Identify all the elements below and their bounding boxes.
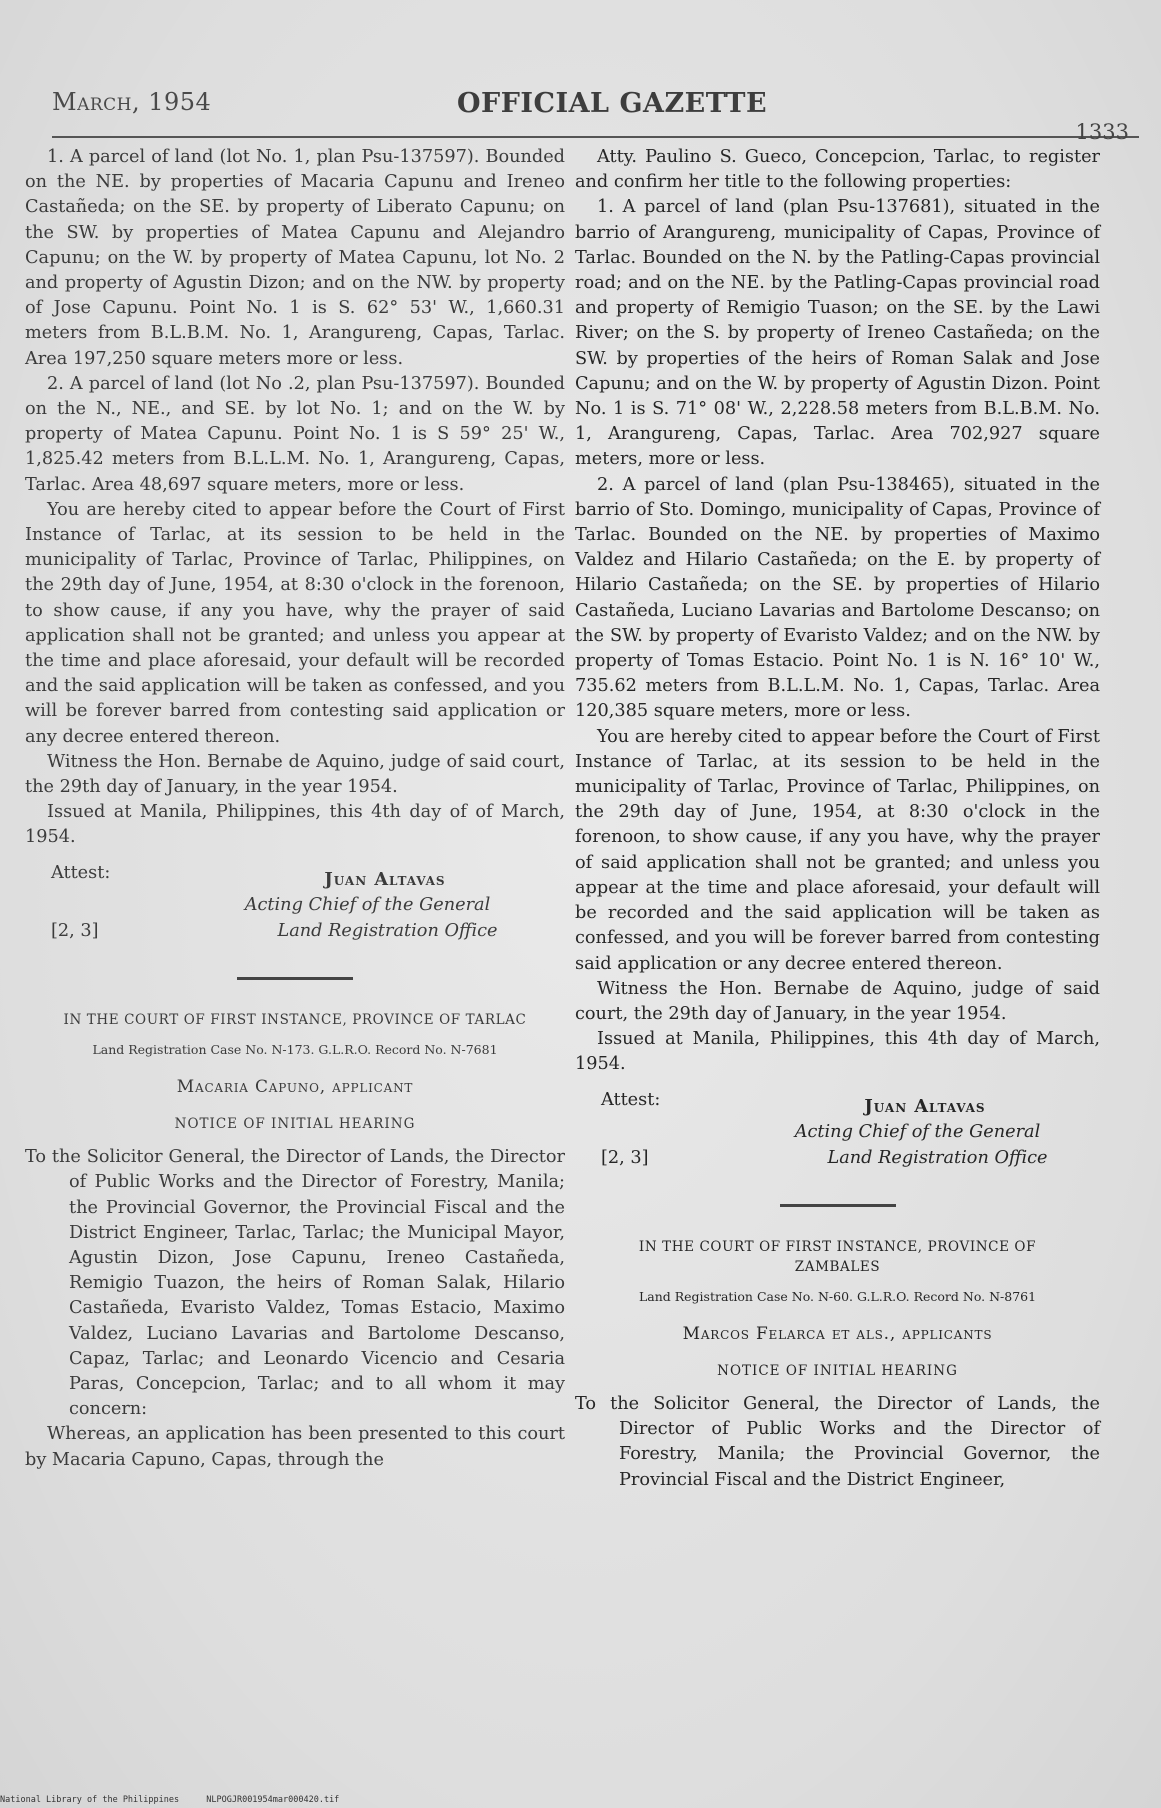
case-number: Land Registration Case No. N-60. G.L.R.O. Record No. N-8761 — [638, 1288, 1037, 1304]
issue-date: March, 1954 — [52, 88, 212, 116]
section-divider — [780, 1204, 896, 1207]
signatory-name: Juan Altavas — [324, 868, 446, 890]
parcel-1-description: 1. A parcel of land (lot No. 1, plan Psu-137597). Bounded on the NE. by properties of Macaria Capunu and Ireneo Castañeda; on the SE. by property of Liberato Capunu; on the SW. by properties of Matea Capunu and Alejandro Capunu; on the W. by property of Matea Capunu, lot No. 2 and property of Agustin Dizon; and on the NW. by property of Jose Capunu. Point No. 1 is S. 62° 53' W., 1,660.31 meters from B.L.B.M. No. 1, Arangureng, Capas, Tarlac. Area 197,250 square meters more or less. — [25, 147, 565, 369]
attorney-paragraph: Atty. Paulino S. Gueco, Concepcion, Tarlac, to register and confirm her title to the following properties: — [575, 147, 1100, 193]
scan-footer — [0, 1795, 361, 1805]
signatory-title-line-1: Acting Chief of the General — [794, 1121, 1041, 1142]
issue-reference: [2, 3] — [601, 1147, 649, 1168]
addressees-paragraph: To the Solicitor General, the Director of Lands, the Director of Public Works and the Director of Forestry, Manila; the Provincial Governor, the Provincial Fiscal and the District Engineer, — [575, 1393, 1100, 1490]
signatory-title-line-2: Land Registration Office — [277, 920, 498, 941]
signatory-title-line-1: Acting Chief of the General — [244, 894, 491, 915]
attest-label: Attest: — [51, 862, 111, 883]
addressees-paragraph: To the Solicitor General, the Director of Lands, the Director of Public Works and the Director of Forestry, Manila; the Provincial Governor, the Provincial Fiscal and the District Engineer, Tarlac, Tarlac; the Municipal Mayor, Agustin Dizon, Jose Capunu, Ireneo Castañeda, Remigio Tuazon, the heirs of Roman Salak, Hilario Castañeda, Evaristo Valdez, Tomas Estacio, Maximo Valdez, Luciano Lavarias and Bartolome Descanso, Capaz, Tarlac; and Leonardo Vicencio and Cesaria Paras, Concepcion, Tarlac; and to all whom it may concern: — [25, 1147, 565, 1420]
notice-heading: NOTICE OF INITIAL HEARING — [717, 1362, 958, 1379]
page-number: 1333 — [1075, 120, 1129, 144]
case-number: Land Registration Case No. N-173. G.L.R.O. Record No. N-7681 — [92, 1041, 498, 1057]
section-divider — [237, 977, 353, 980]
publication-title: OFFICIAL GAZETTE — [457, 88, 768, 119]
citation-paragraph: You are hereby cited to appear before the Court of First Instance of Tarlac, at its session to be held in the municipality of Tarlac, Province of Tarlac, Philippines, on the 29th day of June, 1954, at 8:30 o'clock in the forenoon, to show cause, if any you have, why the prayer of said application shall not be granted; and unless you appear at the time and place aforesaid, your default will be recorded and the said application will be taken as confessed, and you will be forever barred from contesting said application or any decree entered thereon. — [25, 499, 565, 747]
right-column — [575, 145, 1100, 1493]
witness-paragraph: Witness the Hon. Bernabe de Aquino, judge of said court, the 29th day of January, in the year 1954. — [25, 751, 565, 798]
parcel-2-description: 2. A parcel of land (plan Psu-138465), situated in the barrio of Sto. Domingo, municipality of Capas, Province of Tarlac. Bounded on the NE. by properties of Maximo Valdez and Hilario Castañeda; on the E. by property of Hilario Castañeda; on the SE. by properties of Hilario Castañeda, Luciano Lavarias and Bartolome Descanso; on the SW. by property of Evaristo Valdez; and on the NW. by property of Tomas Estacio. Point No. 1 is N. 16° 10' W., 735.62 meters from B.L.L.M. No. 1, Capas, Tarlac. Area 120,385 square meters, more or less. — [575, 474, 1100, 722]
issued-paragraph: Issued at Manila, Philippines, this 4th day of March, 1954. — [575, 1029, 1100, 1075]
court-heading: IN THE COURT OF FIRST INSTANCE, PROVINCE OF ZAMBALES — [638, 1238, 1037, 1275]
page-header — [52, 88, 1139, 144]
issue-reference: [2, 3] — [51, 920, 99, 941]
attest-block — [25, 859, 565, 969]
left-column — [25, 145, 565, 1473]
parcel-2-description: 2. A parcel of land (lot No .2, plan Psu-137597). Bounded on the N., NE., and SE. by lot No. 1; and on the W. by property of Matea Capunu. Point No. 1 is S 59° 25' W., 1,825.42 meters from B.L.L.M. No. 1, Arangureng, Capas, Tarlac. Area 48,697 square meters, more or less. — [25, 373, 565, 495]
issued-paragraph: Issued at Manila, Philippines, this 4th day of of March, 1954. — [25, 802, 565, 848]
parcel-1-description: 1. A parcel of land (plan Psu-137681), situated in the barrio of Arangureng, municipality of Capas, Province of Tarlac. Bounded on the N. by the Patling-Capas provincial road; and on the NE. by the Patling-Capas provincial road and property of Remigio Tuason; on the SE. by the Lawi River; on the S. by property of Ireneo Castañeda; on the SW. by properties of the heirs of Roman Salak and Jose Capunu; and on the W. by property of Agustin Dizon. Point No. 1 is S. 71° 08' W., 2,228.58 meters from B.L.B.M. No. 1, Arangureng, Capas, Tarlac. Area 702,927 square meters, more or less. — [575, 197, 1100, 470]
signatory-name: Juan Altavas — [864, 1095, 986, 1117]
footer-source: National Library of the Philippines — [0, 1795, 180, 1805]
attest-label: Attest: — [601, 1089, 661, 1110]
notice-heading: NOTICE OF INITIAL HEARING — [174, 1115, 416, 1132]
applicant-name: Macaria Capuno, applicant — [176, 1076, 414, 1097]
citation-paragraph: You are hereby cited to appear before the Court of First Instance of Tarlac, at its session to be held in the municipality of Tarlac, Province of Tarlac, Philippines, on the 29th day of June, 1954, at 8:30 o'clock in the forenoon, to show cause, if any you have, why the prayer of said application shall not be granted; and unless you appear at the time and place aforesaid, your default will be recorded and the said application will be taken as confessed, and you will be forever barred from contesting said application or any decree entered thereon. — [575, 726, 1100, 974]
court-heading: IN THE COURT OF FIRST INSTANCE, PROVINCE OF TARLAC — [63, 1011, 527, 1028]
applicant-name: Marcos Felarca et als., applicants — [682, 1323, 993, 1344]
witness-paragraph: Witness the Hon. Bernabe de Aquino, judge of said court, the 29th day of January, in the year 1954. — [575, 978, 1100, 1024]
signatory-title-line-2: Land Registration Office — [827, 1147, 1048, 1168]
footer-filename: NLPOGJR001954mar000420.tif — [206, 1795, 340, 1805]
whereas-paragraph: Whereas, an application has been presented to this court by Macaria Capuno, Capas, through the — [25, 1424, 565, 1470]
attest-block — [575, 1086, 1100, 1196]
